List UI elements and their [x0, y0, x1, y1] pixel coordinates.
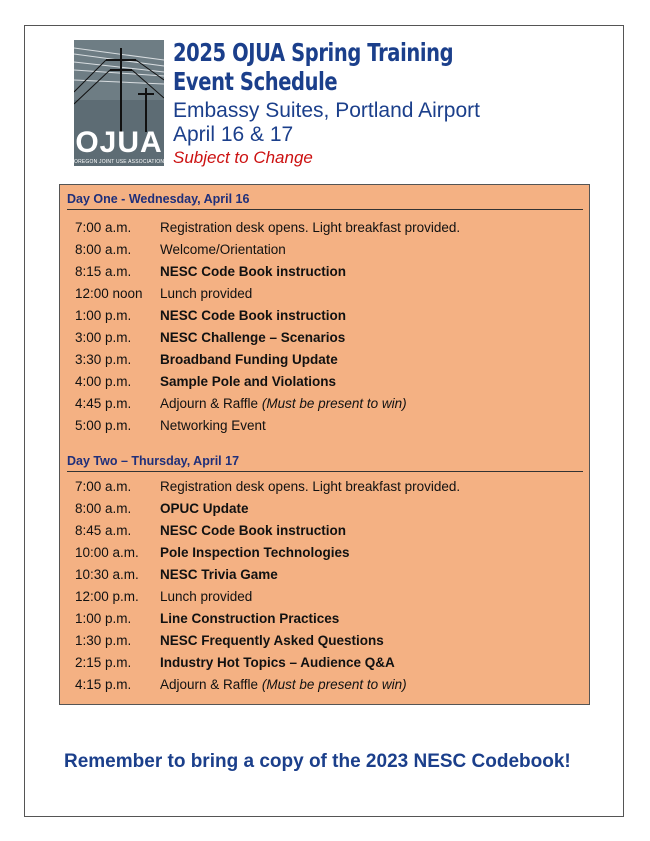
- schedule-time: 4:15 p.m.: [75, 677, 132, 692]
- schedule-description: Adjourn & Raffle: [160, 677, 259, 692]
- schedule-row: [75, 371, 585, 393]
- schedule-time: 12:00 noon: [75, 286, 143, 301]
- schedule-description: Registration desk opens. Light breakfast provided.: [160, 479, 461, 494]
- schedule-row: [75, 305, 585, 327]
- schedule-row: [75, 327, 585, 349]
- title-line-2: Event Schedule: [173, 67, 338, 96]
- schedule-description: Networking Event: [160, 418, 266, 433]
- schedule-row: [75, 498, 585, 520]
- event-dates: April 16 & 17: [173, 123, 294, 146]
- schedule-row: [75, 349, 585, 371]
- schedule-row: [75, 652, 585, 674]
- schedule-row: [75, 520, 585, 542]
- schedule-time: 1:00 p.m.: [75, 611, 132, 626]
- schedule-row: [75, 608, 585, 630]
- schedule-description: OPUC Update: [160, 501, 249, 516]
- schedule-row: [75, 674, 585, 696]
- page-title: [173, 38, 453, 96]
- logo-subtitle: OREGON JOINT USE ASSOCIATION: [74, 159, 164, 165]
- schedule-description: NESC Trivia Game: [160, 567, 278, 582]
- schedule-description: Pole Inspection Technologies: [160, 545, 350, 560]
- schedule-time: 4:00 p.m.: [75, 374, 132, 389]
- schedule-description: Lunch provided: [160, 589, 253, 604]
- day-one-heading: Day One - Wednesday, April 16: [67, 191, 583, 210]
- schedule-description: Lunch provided: [160, 286, 253, 301]
- schedule-description: Broadband Funding Update: [160, 352, 338, 367]
- schedule-time: 8:00 a.m.: [75, 242, 132, 257]
- schedule-description: Line Construction Practices: [160, 611, 340, 626]
- schedule-description: NESC Frequently Asked Questions: [160, 633, 384, 648]
- schedule-row: [75, 261, 585, 283]
- logo-wordmark: OJUA: [75, 126, 163, 159]
- schedule-description: NESC Code Book instruction: [160, 308, 347, 323]
- schedule-time: 1:00 p.m.: [75, 308, 132, 323]
- schedule-time: 10:00 a.m.: [75, 545, 139, 560]
- schedule-description: NESC Code Book instruction: [160, 523, 347, 538]
- schedule-note: (Must be present to win): [261, 677, 407, 692]
- schedule-time: 7:00 a.m.: [75, 220, 132, 235]
- schedule-row: [75, 393, 585, 415]
- schedule-time: 4:45 p.m.: [75, 396, 132, 411]
- codebook-reminder: Remember to bring a copy of the 2023 NESC Codebook!: [64, 751, 571, 772]
- day-one-list: [75, 217, 585, 437]
- schedule-description: Adjourn & Raffle: [160, 396, 259, 411]
- schedule-row: [75, 542, 585, 564]
- schedule-row: [75, 564, 585, 586]
- schedule-description: Welcome/Orientation: [160, 242, 286, 257]
- title-line-1: 2025 OJUA Spring Training: [173, 38, 454, 67]
- schedule-time: 12:00 p.m.: [75, 589, 139, 604]
- subject-to-change-note: Subject to Change: [173, 148, 313, 167]
- schedule-time: 1:30 p.m.: [75, 633, 132, 648]
- schedule-description: Registration desk opens. Light breakfast provided.: [160, 220, 461, 235]
- schedule-time: 7:00 a.m.: [75, 479, 132, 494]
- schedule-time: 2:15 p.m.: [75, 655, 132, 670]
- schedule-row: [75, 586, 585, 608]
- schedule-description: Sample Pole and Violations: [160, 374, 337, 389]
- schedule-note: (Must be present to win): [261, 396, 407, 411]
- schedule-time: 8:45 a.m.: [75, 523, 132, 538]
- schedule-row: [75, 283, 585, 305]
- schedule-row: [75, 415, 585, 437]
- schedule-description: NESC Challenge – Scenarios: [160, 330, 346, 345]
- schedule-box: [59, 184, 590, 705]
- schedule-time: 5:00 p.m.: [75, 418, 132, 433]
- schedule-time: 3:30 p.m.: [75, 352, 132, 367]
- ojua-logo: [74, 40, 164, 166]
- schedule-description: Industry Hot Topics – Audience Q&A: [160, 655, 395, 670]
- schedule-time: 8:00 a.m.: [75, 501, 132, 516]
- schedule-time: 8:15 a.m.: [75, 264, 132, 279]
- schedule-time: 10:30 a.m.: [75, 567, 139, 582]
- schedule-row: [75, 476, 585, 498]
- day-two-heading: Day Two – Thursday, April 17: [67, 453, 583, 472]
- schedule-row: [75, 239, 585, 261]
- schedule-description: NESC Code Book instruction: [160, 264, 347, 279]
- schedule-row: [75, 217, 585, 239]
- day-two-list: [75, 476, 585, 696]
- schedule-time: 3:00 p.m.: [75, 330, 132, 345]
- schedule-row: [75, 630, 585, 652]
- venue-text: Embassy Suites, Portland Airport: [173, 99, 480, 122]
